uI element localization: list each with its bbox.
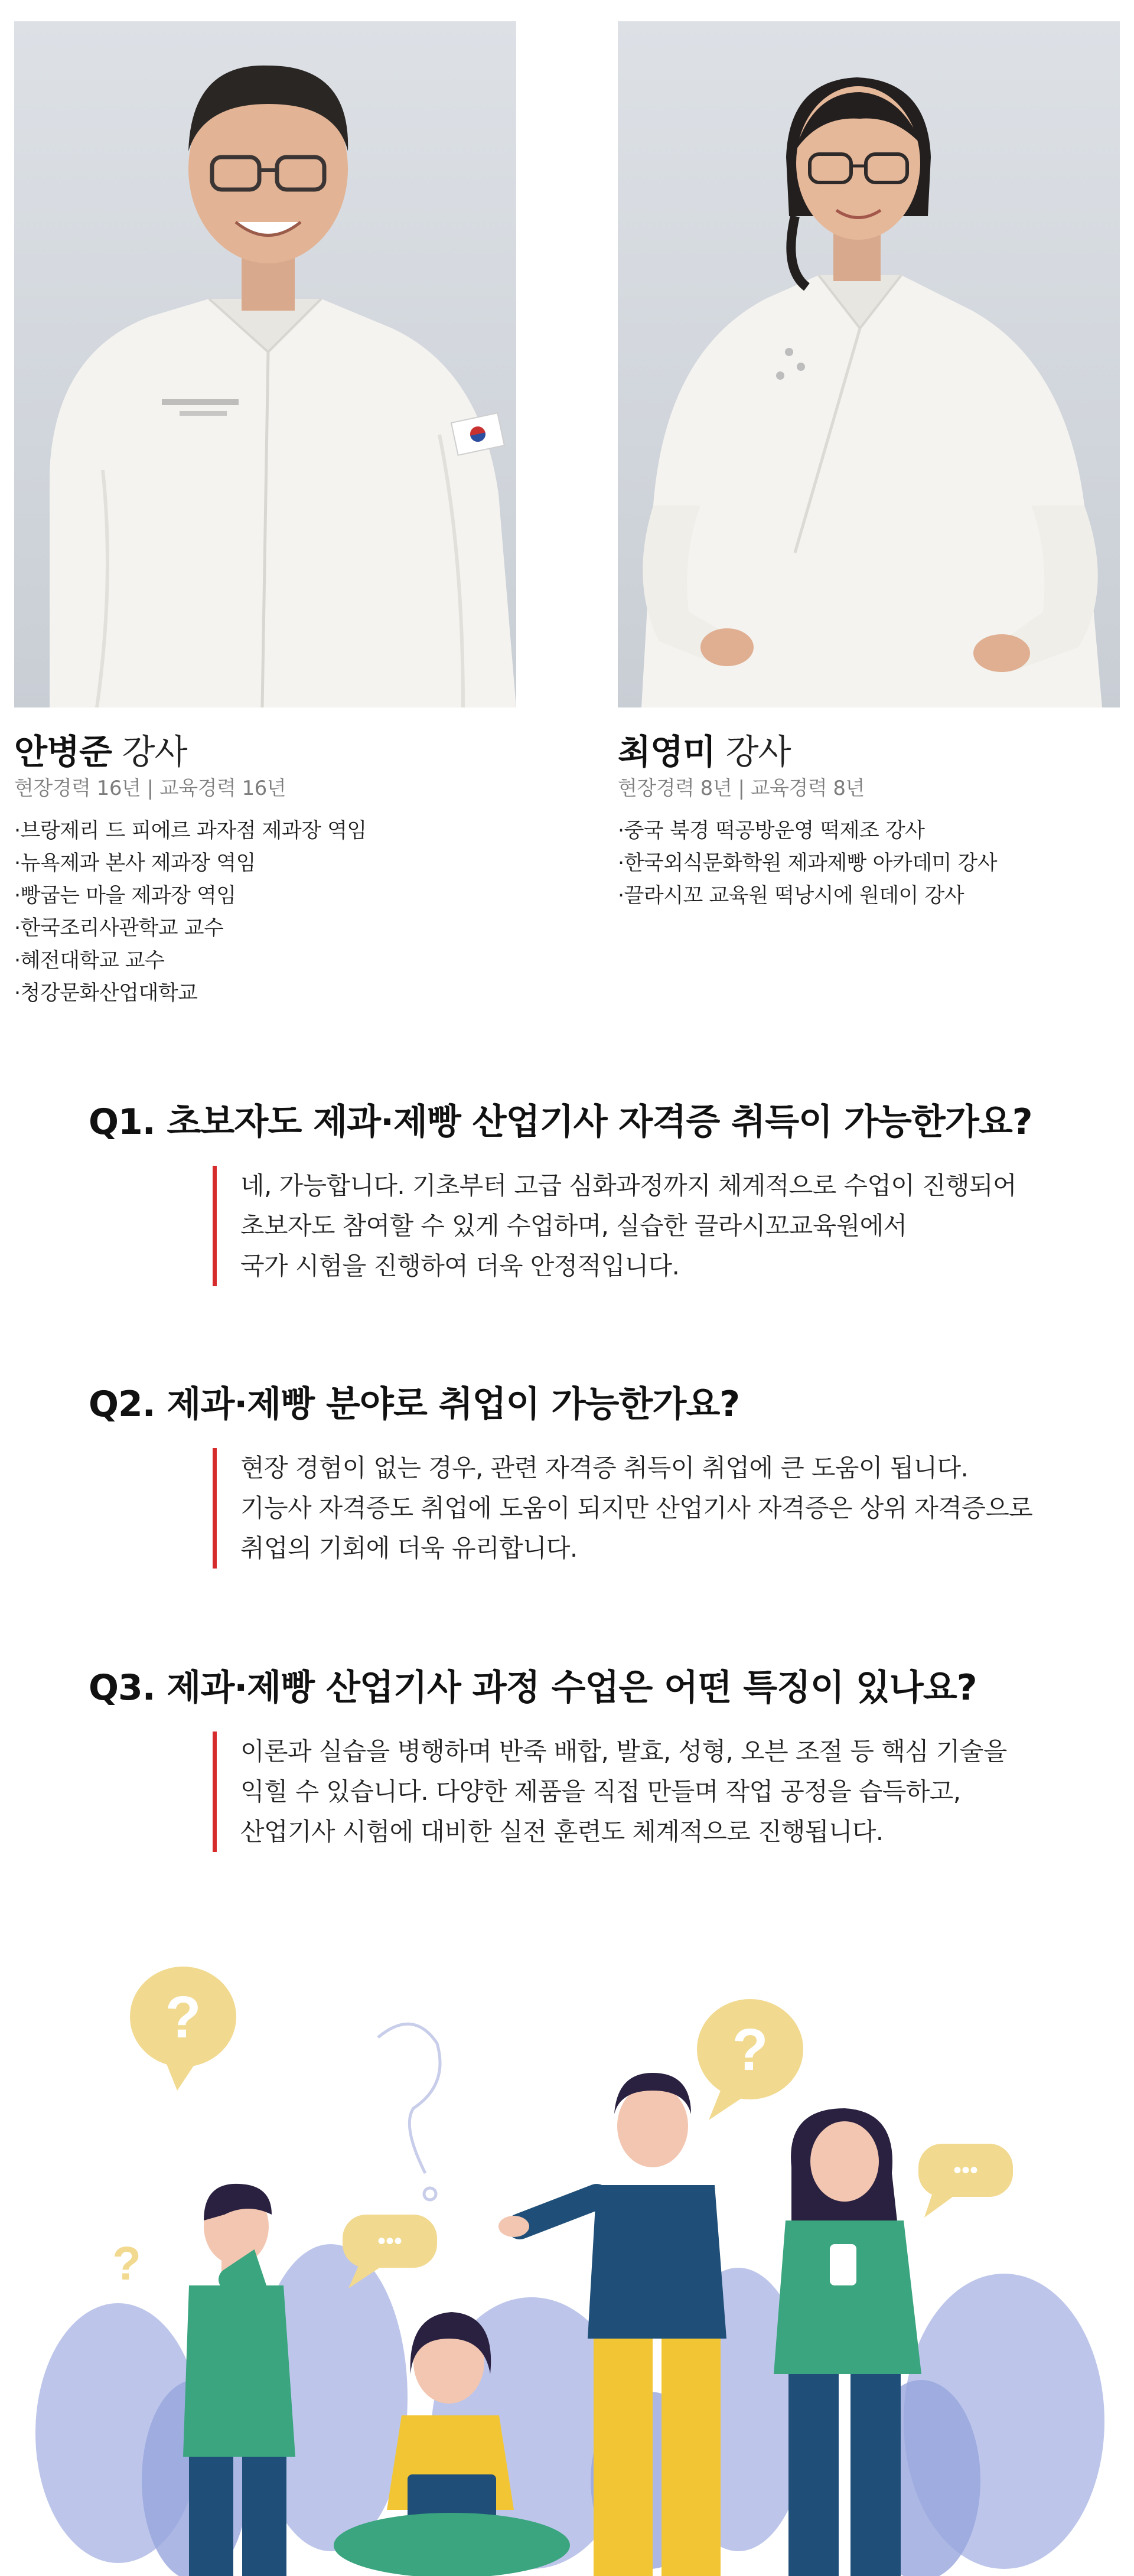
history-item: ·중국 북경 떡공방운영 떡제조 강사 <box>618 819 925 843</box>
faq-answer-line: 이론과 실습을 병행하며 반죽 배합, 발효, 성형, 오븐 조절 등 핵심 기술을 <box>240 1737 1007 1766</box>
instructor-history-list <box>14 815 516 1010</box>
faq-answer-line: 현장 경험이 없는 경우, 관련 자격증 취득이 취업에 큰 도움이 됩니다. <box>240 1453 969 1482</box>
history-item: ·뉴욕제과 본사 제과장 역임 <box>14 852 256 875</box>
faq-answer <box>213 1448 1069 1569</box>
question-bubble-2 <box>697 1999 803 2120</box>
faq-item-2 <box>89 1382 1069 1569</box>
instructor-card-1 <box>14 21 516 1010</box>
faq-answer-line: 취업의 기회에 더욱 유리합니다. <box>240 1534 578 1563</box>
dots-text: ••• <box>953 2157 979 2183</box>
instructor-role: 강사 <box>725 732 791 772</box>
person-with-phone <box>774 2108 921 2576</box>
faq-question: Q3. 제과·제빵 산업기사 과정 수업은 어떤 특징이 있나요? <box>89 1667 977 1708</box>
faq-answer-line: 기능사 자격증도 취업에 도움이 되지만 산업기사 자격증은 상위 자격증으로 <box>240 1494 1033 1522</box>
faq-item-1 <box>89 1100 1069 1286</box>
question-bubble-1 <box>130 1967 236 2091</box>
question-mark-text: ? <box>165 1984 201 2050</box>
instructor-history-list <box>618 815 1120 912</box>
chef-portrait-female-image <box>618 21 1120 707</box>
faq-question: Q2. 제과·제빵 분야로 취업이 가능한가요? <box>89 1384 740 1425</box>
instructor-photo-2 <box>618 21 1120 707</box>
dots-text: ••• <box>377 2228 403 2254</box>
people-questions-illustration <box>0 1949 1134 2576</box>
instructor-role: 강사 <box>122 732 187 772</box>
faq-answer-line: 산업기사 시험에 대비한 실전 훈련도 체계적으로 진행됩니다. <box>240 1817 884 1846</box>
instructor-name: 안병준 <box>14 732 112 772</box>
instructor-career: 현장경력 16년 | 교육경력 16년 <box>14 777 286 800</box>
faq-answer-line: 초보자도 참여할 수 있게 수업하며, 실습한 끌라시꼬교육원에서 <box>240 1211 907 1240</box>
dots-bubble-2 <box>918 2144 1013 2218</box>
faq-answer <box>213 1732 1069 1852</box>
history-item: ·빵굽는 마을 제과장 역임 <box>14 884 236 908</box>
faq-answer-line: 국가 시험을 진행하여 더욱 안정적입니다. <box>240 1251 680 1280</box>
history-item: ·한국조리사관학교 교수 <box>14 917 224 940</box>
instructor-card-2 <box>618 21 1120 912</box>
instructor-photo-1 <box>14 21 516 707</box>
history-item: ·끌라시꼬 교육원 떡낭시에 원데이 강사 <box>618 884 964 908</box>
faq-question: Q1. 초보자도 제과·제빵 산업기사 자격증 취득이 가능한가요? <box>89 1101 1032 1143</box>
instructor-name-line-1 <box>14 731 516 772</box>
chef-portrait-male-image <box>14 21 516 707</box>
history-item: ·브랑제리 드 피에르 과자점 제과장 역임 <box>14 819 367 843</box>
history-item: ·한국외식문화학원 제과제빵 아카데미 강사 <box>618 852 998 875</box>
question-mark-text: ? <box>732 2017 768 2083</box>
faq-answer-line: 익힐 수 있습니다. 다양한 제품을 직접 만들며 작업 공정을 습득하고, <box>240 1777 961 1806</box>
faq-item-3 <box>89 1665 1069 1852</box>
history-item: ·혜전대학교 교수 <box>14 949 165 973</box>
people-illustration-svg <box>0 1949 1134 2576</box>
faq-answer <box>213 1166 1069 1286</box>
small-question-mark: ? <box>112 2237 141 2290</box>
history-item: ·청강문화산업대학교 <box>14 982 198 1005</box>
instructor-name: 최영미 <box>618 732 716 772</box>
instructor-career: 현장경력 8년 | 교육경력 8년 <box>618 777 865 800</box>
dots-bubble-1 <box>343 2215 437 2288</box>
faq-answer-line: 네, 가능합니다. 기초부터 고급 심화과정까지 체계적으로 수업이 진행되어 <box>240 1171 1016 1200</box>
instructor-name-line-2 <box>618 731 1120 772</box>
